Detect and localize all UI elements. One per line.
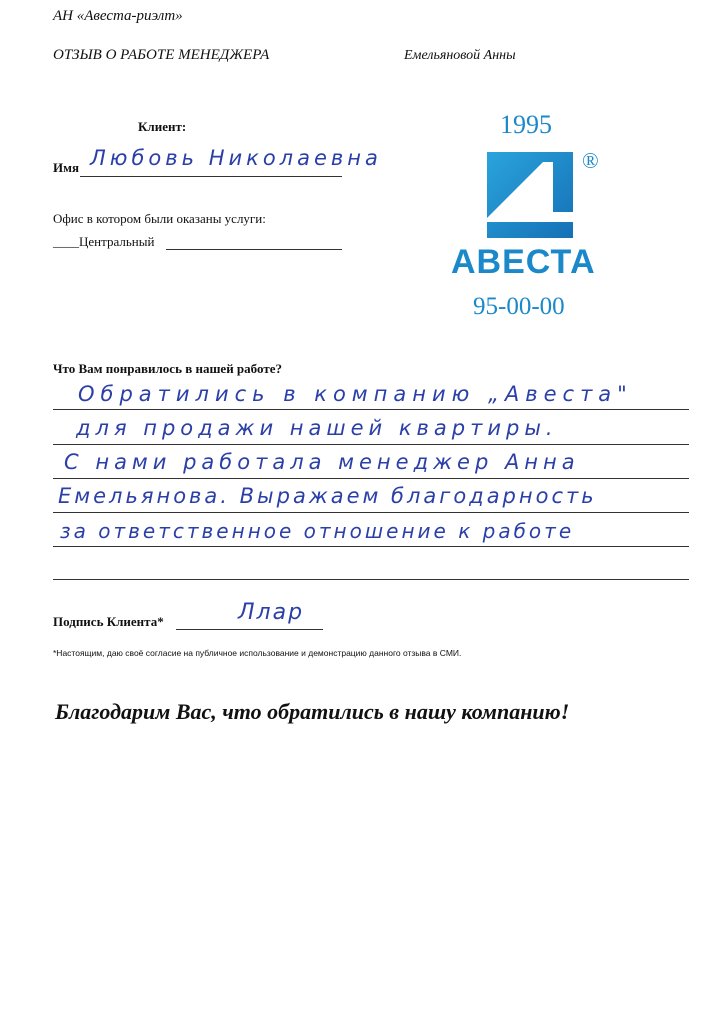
manager-name: Емельяновой Анны [404,48,516,63]
feedback-question: Что Вам понравилось в нашей работе? [53,361,282,376]
client-name-handwritten: Любовь Николаевна [90,146,382,170]
office-line [166,249,342,250]
name-line [80,176,342,177]
feedback-rule-3 [53,478,689,479]
registered-mark: ® [582,148,599,173]
feedback-line-4: Емельянова. Выражаем благодарность [58,484,597,508]
thanks-message: Благодарим Вас, что обратились в нашу компанию! [55,699,570,724]
client-signature: Ллар [238,600,305,625]
logo-year: 1995 [500,110,552,139]
feedback-line-1: Обратились в компанию „Авеста" [78,382,633,406]
feedback-line-5: за ответственное отношение к работе [60,519,575,543]
consent-note: *Настоящим, даю своё согласие на публичное использование и демонстрацию данного отзыва в СМИ. [53,648,462,658]
feedback-rule-5 [53,546,689,547]
form-title: ОТЗЫВ О РАБОТЕ МЕНЕДЖЕРА [53,47,270,63]
feedback-line-2: для продажи нашей квартиры. [76,416,558,440]
feedback-rule-2 [53,444,689,445]
agency-name: АН «Авеста-риэлт» [53,8,183,24]
office-field [53,234,154,250]
feedback-line-3: С нами работала менеджер Анна [64,450,580,474]
name-label: Имя [53,160,79,175]
logo-brand: АВЕСТА [451,243,596,281]
office-value: Центральный [79,234,155,249]
feedback-rule-1 [53,409,689,410]
office-prefix: ____ [53,234,79,249]
feedback-rule-6 [53,579,689,580]
logo-phone: 95-00-00 [473,293,565,320]
avesta-logo-icon [487,152,573,238]
client-section-label: Клиент: [138,119,187,134]
feedback-rule-4 [53,512,689,513]
signature-line [176,629,323,630]
office-label: Офис в котором были оказаны услуги: [53,211,266,226]
signature-label: Подпись Клиента* [53,614,164,629]
